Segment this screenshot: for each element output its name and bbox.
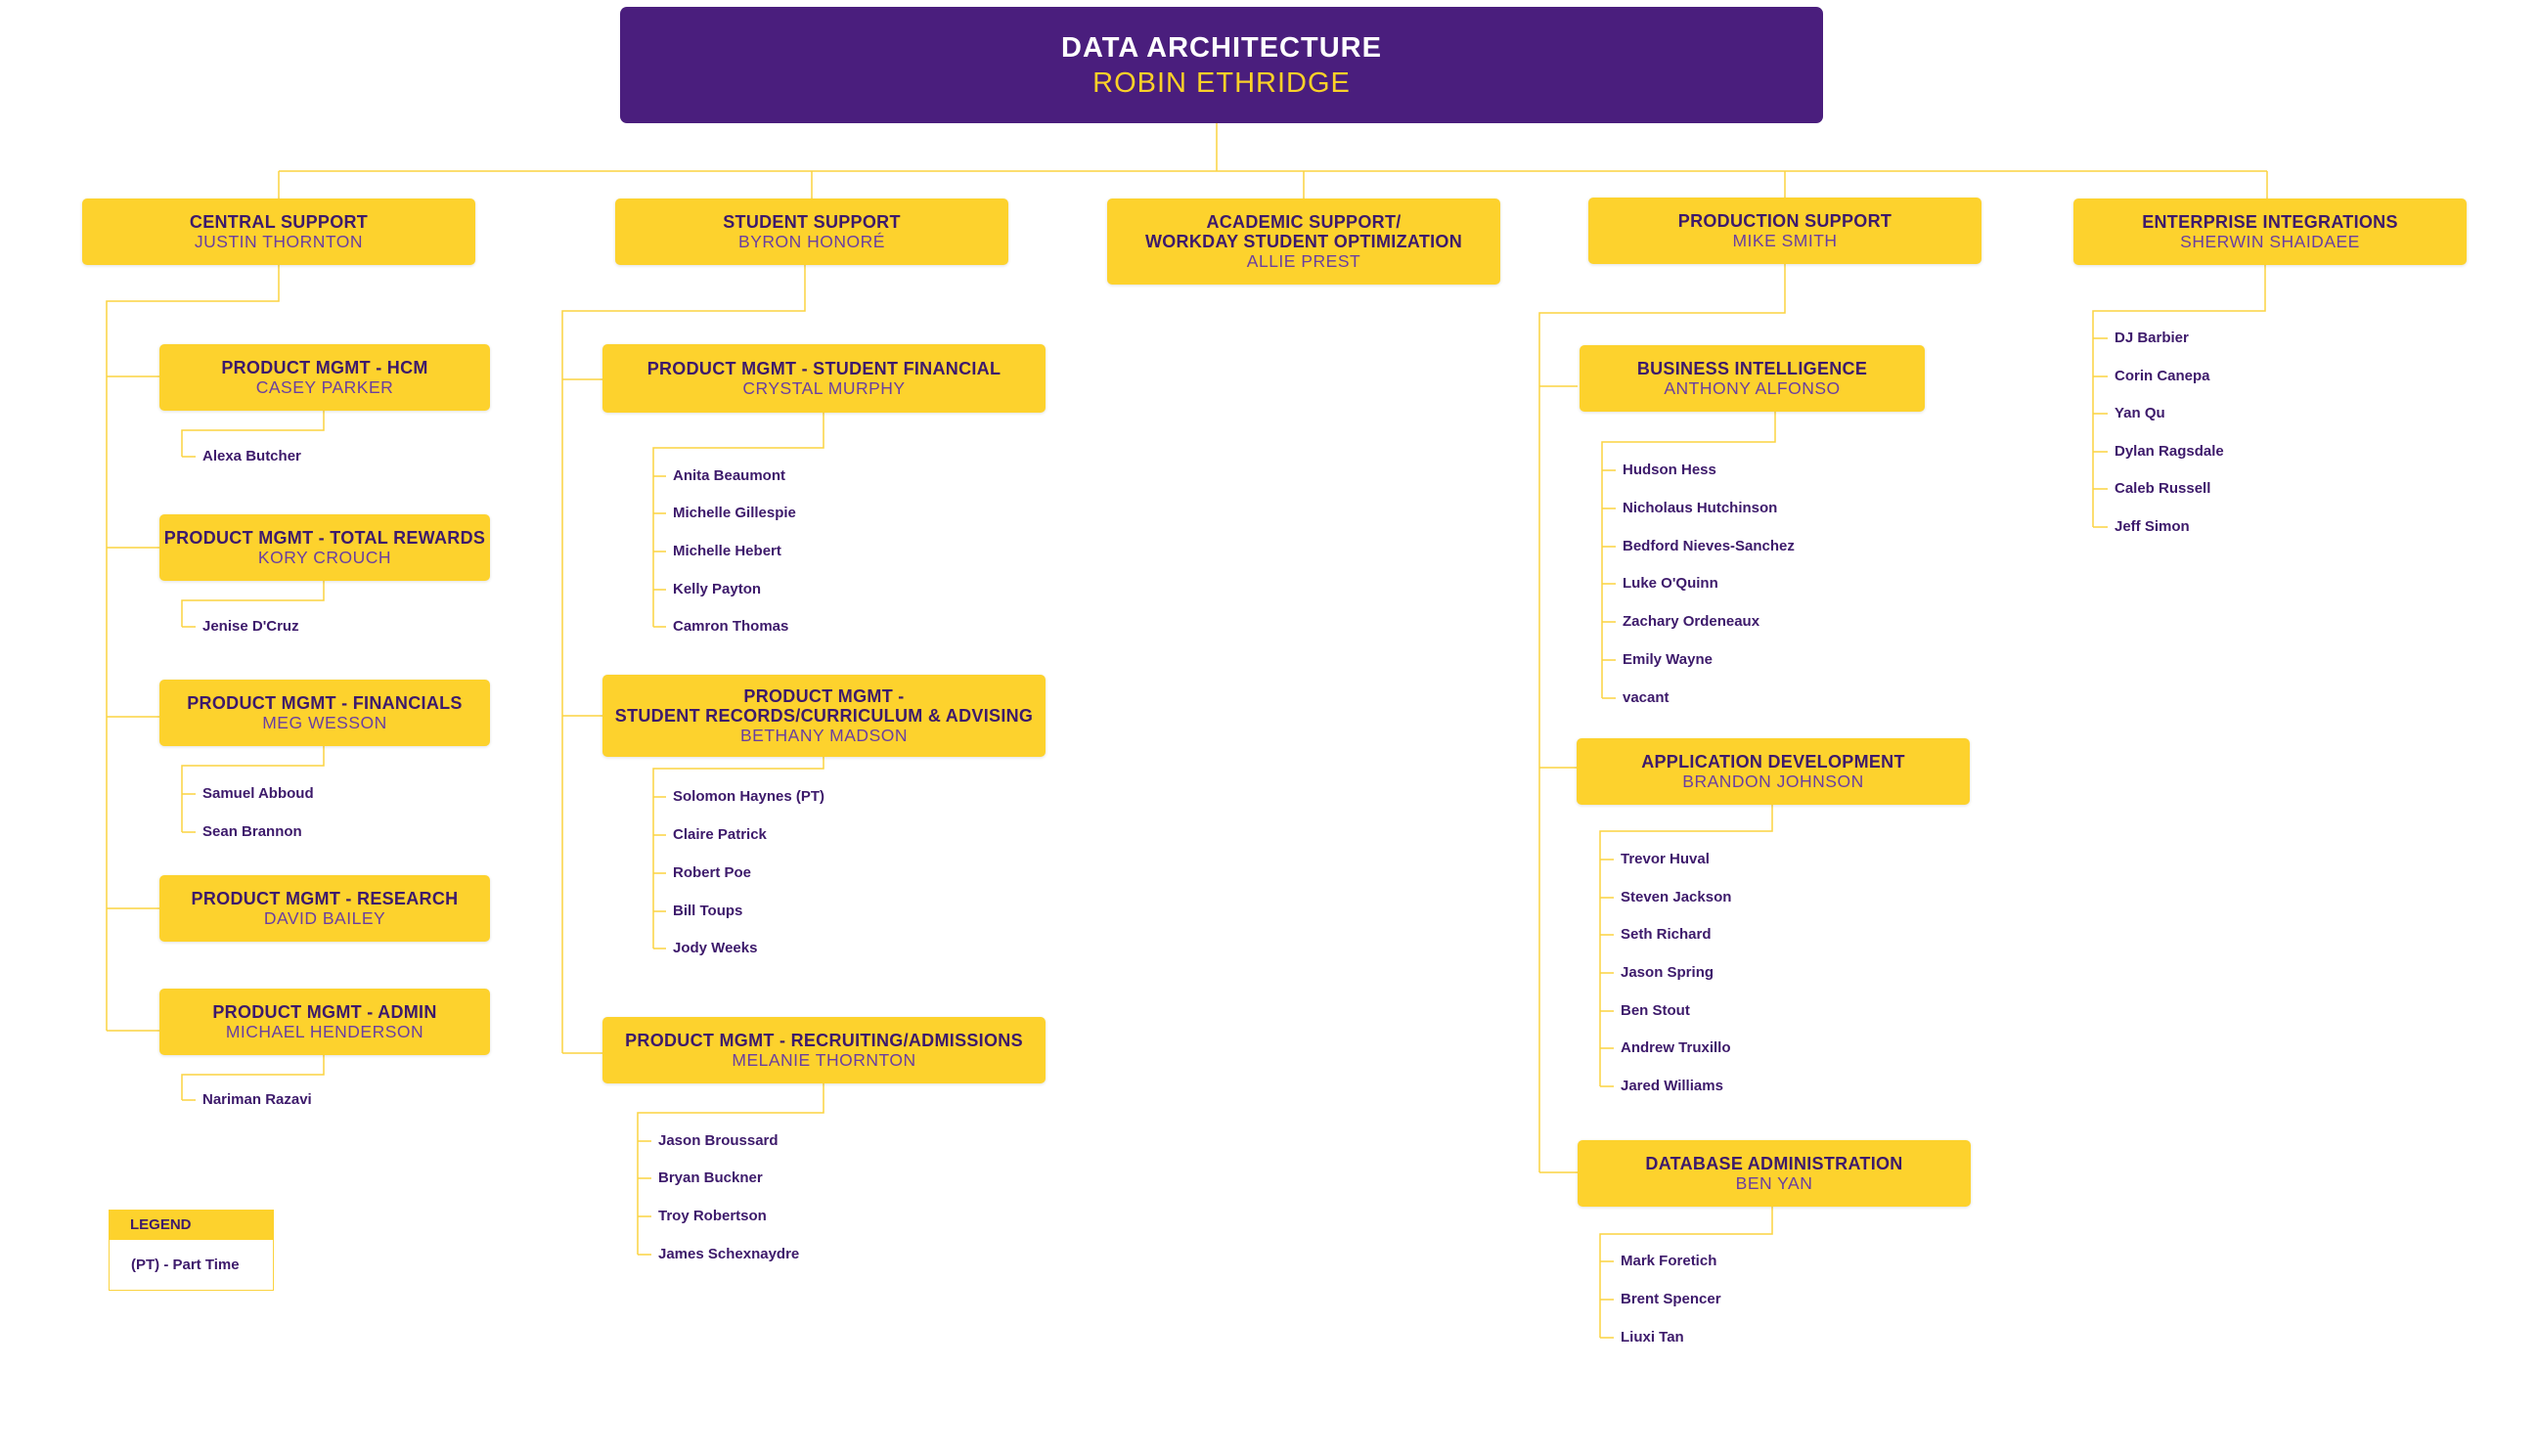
member-name: DJ Barbier — [2115, 330, 2189, 346]
group-title: PRODUCT MGMT - ADMIN — [212, 1002, 437, 1022]
group-person: BRANDON JOHNSON — [1682, 772, 1864, 791]
member-name: Steven Jackson — [1621, 889, 1732, 905]
student-support-box — [615, 199, 1008, 265]
group-title: PRODUCT MGMT - RESEARCH — [191, 889, 459, 908]
group-title: PRODUCT MGMT - HCM — [221, 358, 428, 377]
member-name: Solomon Haynes (PT) — [673, 788, 825, 805]
central-support-title: CENTRAL SUPPORT — [189, 212, 369, 232]
member-name: Jenise D'Cruz — [202, 618, 299, 635]
group-title: PRODUCT MGMT - FINANCIALS — [187, 693, 463, 713]
group-person: MICHAEL HENDERSON — [225, 1022, 424, 1041]
group-person: BETHANY MADSON — [739, 726, 908, 745]
member-name: Kelly Payton — [673, 581, 762, 597]
group-box — [1580, 345, 1925, 412]
member-name: Andrew Truxillo — [1621, 1039, 1731, 1056]
member-name: Jared Williams — [1621, 1078, 1723, 1094]
group-person: ANTHONY ALFONSO — [1664, 378, 1841, 398]
production-support-person: MIKE SMITH — [1732, 231, 1838, 250]
member-name: Jason Spring — [1621, 964, 1714, 981]
member-name: Mark Foretich — [1621, 1253, 1717, 1269]
member-name: Ben Stout — [1621, 1002, 1690, 1019]
root-title: DATA ARCHITECTURE — [1061, 31, 1382, 64]
group-box — [159, 989, 490, 1055]
member-name: Dylan Ragsdale — [2115, 443, 2224, 460]
group-box — [602, 1017, 1046, 1083]
academic-support-title2: WORKDAY STUDENT OPTIMIZATION — [1144, 232, 1463, 251]
root-person: ROBIN ETHRIDGE — [1092, 66, 1351, 99]
group-box — [159, 680, 490, 746]
group-title: APPLICATION DEVELOPMENT — [1641, 752, 1905, 772]
group-person: KORY CROUCH — [257, 548, 392, 567]
member-name: Robert Poe — [673, 864, 752, 881]
enterprise-integrations-person: SHERWIN SHAIDAEE — [2180, 232, 2360, 251]
member-name: Anita Beaumont — [673, 467, 786, 484]
group-person: MELANIE THORNTON — [732, 1050, 916, 1070]
connector-line — [1600, 1207, 1772, 1338]
member-name: Bryan Buckner — [658, 1169, 763, 1186]
group-box — [602, 675, 1046, 757]
academic-support-title: ACADEMIC SUPPORT/ — [1206, 212, 1402, 232]
member-name: Michelle Hebert — [673, 543, 781, 559]
group-title: PRODUCT MGMT - — [743, 686, 905, 706]
member-name: Bedford Nieves-Sanchez — [1623, 538, 1795, 554]
member-name: Jeff Simon — [2115, 518, 2190, 535]
root-box — [620, 7, 1823, 123]
member-name: Claire Patrick — [673, 826, 767, 843]
member-name: Sean Brannon — [202, 823, 302, 840]
production-support-box — [1588, 198, 1981, 264]
member-name: Bill Toups — [673, 903, 743, 919]
member-name: Liuxi Tan — [1621, 1329, 1684, 1346]
legend-heading: LEGEND — [109, 1210, 274, 1240]
member-name: Seth Richard — [1621, 926, 1712, 943]
member-name: Jason Broussard — [658, 1132, 779, 1149]
member-name: Jody Weeks — [673, 940, 758, 956]
member-name: Nariman Razavi — [202, 1091, 312, 1108]
group-box — [159, 514, 490, 581]
group-box — [159, 344, 490, 411]
member-name: vacant — [1623, 689, 1670, 706]
group-box — [1578, 1140, 1971, 1207]
member-name: Luke O'Quinn — [1623, 575, 1718, 592]
member-name: Brent Spencer — [1621, 1291, 1721, 1307]
member-name: Michelle Gillespie — [673, 505, 796, 521]
member-name: Nicholaus Hutchinson — [1623, 500, 1778, 516]
group-person: CASEY PARKER — [255, 377, 394, 397]
member-name: Caleb Russell — [2115, 480, 2211, 497]
group-box — [159, 875, 490, 942]
enterprise-integrations-title: ENTERPRISE INTEGRATIONS — [2142, 212, 2398, 232]
group-box — [602, 344, 1046, 413]
enterprise-integrations-box — [2073, 199, 2467, 265]
group-title2: STUDENT RECORDS/CURRICULUM & ADVISING — [614, 706, 1034, 726]
group-title: PRODUCT MGMT - STUDENT FINANCIAL — [646, 359, 1002, 378]
member-name: Alexa Butcher — [202, 448, 301, 464]
group-person: MEG WESSON — [262, 713, 387, 732]
student-support-title: STUDENT SUPPORT — [723, 212, 901, 232]
central-support-box — [82, 199, 475, 265]
member-name: Camron Thomas — [673, 618, 789, 635]
group-person: BEN YAN — [1735, 1173, 1813, 1193]
group-title: PRODUCT MGMT - TOTAL REWARDS — [163, 528, 486, 548]
group-title: PRODUCT MGMT - RECRUITING/ADMISSIONS — [625, 1031, 1023, 1050]
member-name: Samuel Abboud — [202, 785, 314, 802]
academic-support-person: ALLIE PREST — [1246, 251, 1361, 271]
group-title: BUSINESS INTELLIGENCE — [1636, 359, 1868, 378]
member-name: Corin Canepa — [2115, 368, 2210, 384]
member-name: Troy Robertson — [658, 1208, 767, 1224]
group-person: CRYSTAL MURPHY — [742, 378, 906, 398]
member-name: Zachary Ordeneaux — [1623, 613, 1760, 630]
central-support-person: JUSTIN THORNTON — [194, 232, 364, 251]
student-support-person: BYRON HONORÉ — [738, 232, 885, 251]
member-name: Emily Wayne — [1623, 651, 1713, 668]
academic-support-box — [1107, 199, 1500, 285]
legend-entry: (PT) - Part Time — [109, 1240, 274, 1291]
group-person: DAVID BAILEY — [263, 908, 386, 928]
group-box — [1577, 738, 1970, 805]
production-support-title: PRODUCTION SUPPORT — [1677, 211, 1892, 231]
member-name: Hudson Hess — [1623, 462, 1716, 478]
member-name: James Schexnaydre — [658, 1246, 800, 1262]
member-name: Trevor Huval — [1621, 851, 1710, 867]
member-name: Yan Qu — [2115, 405, 2165, 421]
group-title: DATABASE ADMINISTRATION — [1645, 1154, 1903, 1173]
